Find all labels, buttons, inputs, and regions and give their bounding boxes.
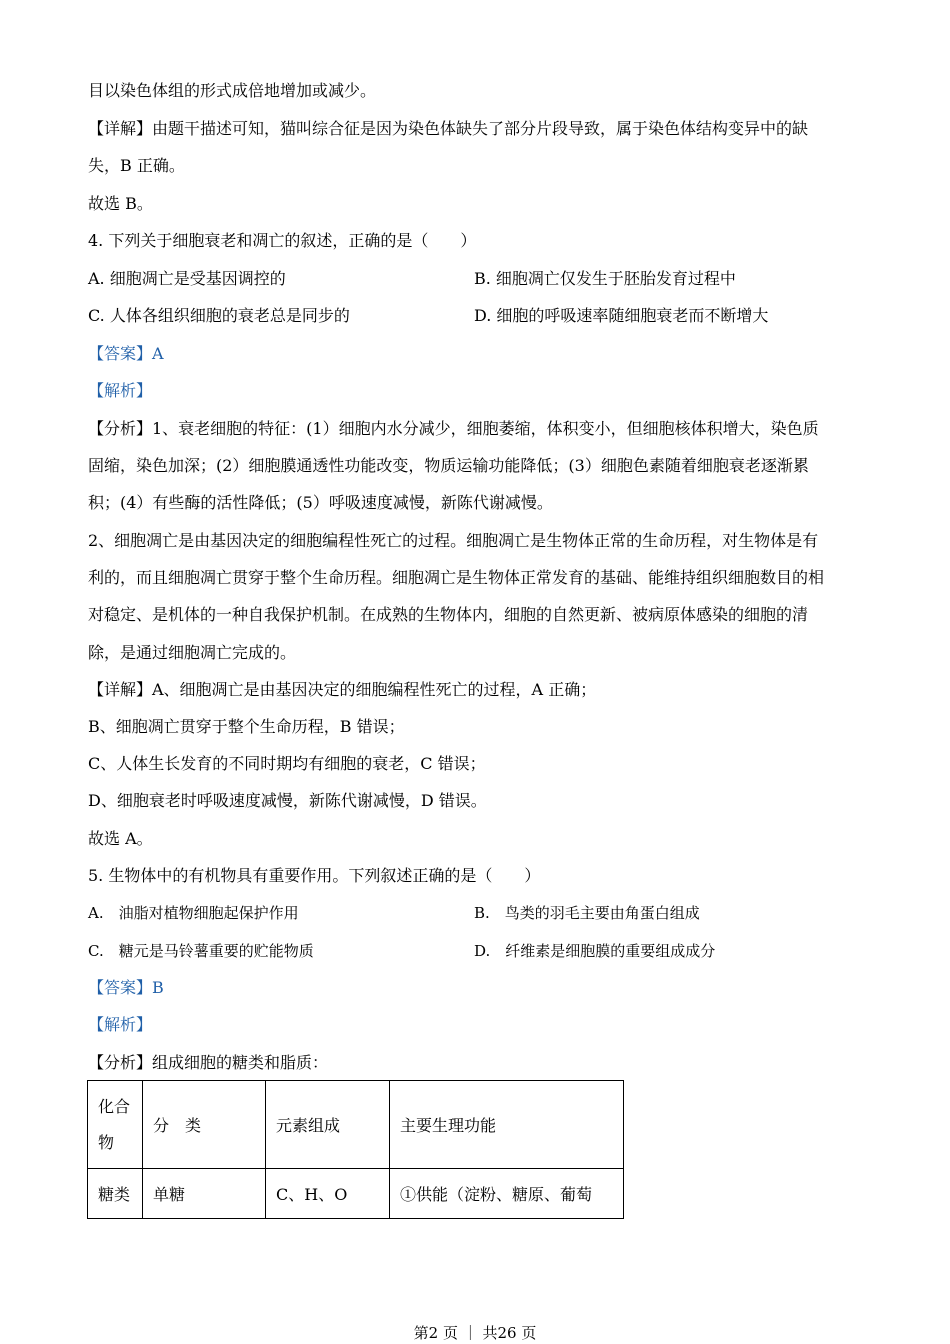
table-cell: 糖类 [88, 1169, 143, 1219]
text-line: 目以染色体组的形式成倍地增加或减少。 [88, 81, 377, 100]
table-header-cell: 分 类 [143, 1081, 266, 1169]
option-c: C. 糖元是马铃薯重要的贮能物质 [88, 942, 314, 960]
text-line: C、人体生长发育的不同时期均有细胞的衰老，C 错误； [88, 754, 486, 773]
text-line: 【分析】组成细胞的糖类和脂质： [88, 1053, 329, 1072]
text-line: 故选 A。 [88, 829, 153, 848]
option-d: D. 纤维素是细胞膜的重要组成成分 [474, 942, 716, 960]
text-line: 利的，而且细胞凋亡贯穿于整个生命历程。细胞凋亡是生物体正常发育的基础、能维持组织细胞数目的相 [88, 568, 825, 587]
text-line: 对稳定、是机体的一种自我保护机制。在成熟的生物体内，细胞的自然更新、被病原体感染的细胞的清 [88, 605, 809, 624]
option-b: B. 细胞凋亡仅发生于胚胎发育过程中 [474, 269, 736, 288]
option-a: A. 油脂对植物细胞起保护作用 [88, 904, 299, 922]
text-line: 除，是通过细胞凋亡完成的。 [88, 643, 297, 662]
option-d: D. 细胞的呼吸速率随细胞衰老而不断增大 [474, 306, 769, 325]
option-a: A. 细胞凋亡是受基因调控的 [88, 269, 286, 288]
text-line: 【分析】1、衰老细胞的特征：(1）细胞内水分减少，细胞萎缩，体积变小，但细胞核体积增大，染色质 [88, 419, 819, 438]
compound-table [87, 1080, 624, 1219]
text-line: 2、细胞凋亡是由基因决定的细胞编程性死亡的过程。细胞凋亡是生物体正常的生命历程，对生物体是有 [88, 531, 819, 550]
table-header-cell [88, 1081, 143, 1169]
text-line: 故选 B。 [88, 194, 153, 213]
text-line: 【详解】A、细胞凋亡是由基因决定的细胞编程性死亡的过程，A 正确； [88, 680, 597, 699]
answer-label: 【答案】B [88, 978, 164, 997]
header-text: 化合 [98, 1096, 131, 1116]
option-b: B. 鸟类的羽毛主要由角蛋白组成 [474, 904, 700, 922]
text-line: 积；(4）有些酶的活性降低；(5）呼吸速度减慢，新陈代谢减慢。 [88, 493, 553, 512]
header-text: 物 [98, 1132, 115, 1152]
analysis-label: 【解析】 [88, 381, 153, 400]
question-5: 5. 生物体中的有机物具有重要作用。下列叙述正确的是（ ） [88, 866, 541, 885]
table-cell: 单糖 [143, 1169, 266, 1219]
table-row [88, 1169, 624, 1219]
table-header-cell: 元素组成 [266, 1081, 390, 1169]
page-footer: 第2 页 ｜ 共26 页 [413, 1324, 537, 1342]
text-line: 【详解】由题干描述可知，猫叫综合征是因为染色体缺失了部分片段导致，属于染色体结构变异中的缺 [88, 119, 809, 138]
text-line: B、细胞凋亡贯穿于整个生命历程，B 错误； [88, 717, 405, 736]
table-header-row [88, 1081, 624, 1169]
table-cell: ①供能（淀粉、糖原、葡萄 [390, 1169, 624, 1219]
table-header-cell: 主要生理功能 [390, 1081, 624, 1169]
answer-label: 【答案】A [88, 344, 164, 363]
table-cell: C、H、O [266, 1169, 390, 1219]
text-line: D、细胞衰老时呼吸速度减慢，新陈代谢减慢，D 错误。 [88, 791, 487, 810]
text-line: 失，B 正确。 [88, 156, 185, 175]
option-c: C. 人体各组织细胞的衰老总是同步的 [88, 306, 350, 325]
question-4: 4. 下列关于细胞衰老和凋亡的叙述，正确的是（ ） [88, 231, 477, 250]
analysis-label: 【解析】 [88, 1015, 153, 1034]
text-line: 固缩，染色加深；(2）细胞膜通透性功能改变，物质运输功能降低；(3）细胞色素随着细胞衰老逐渐累 [88, 456, 809, 475]
